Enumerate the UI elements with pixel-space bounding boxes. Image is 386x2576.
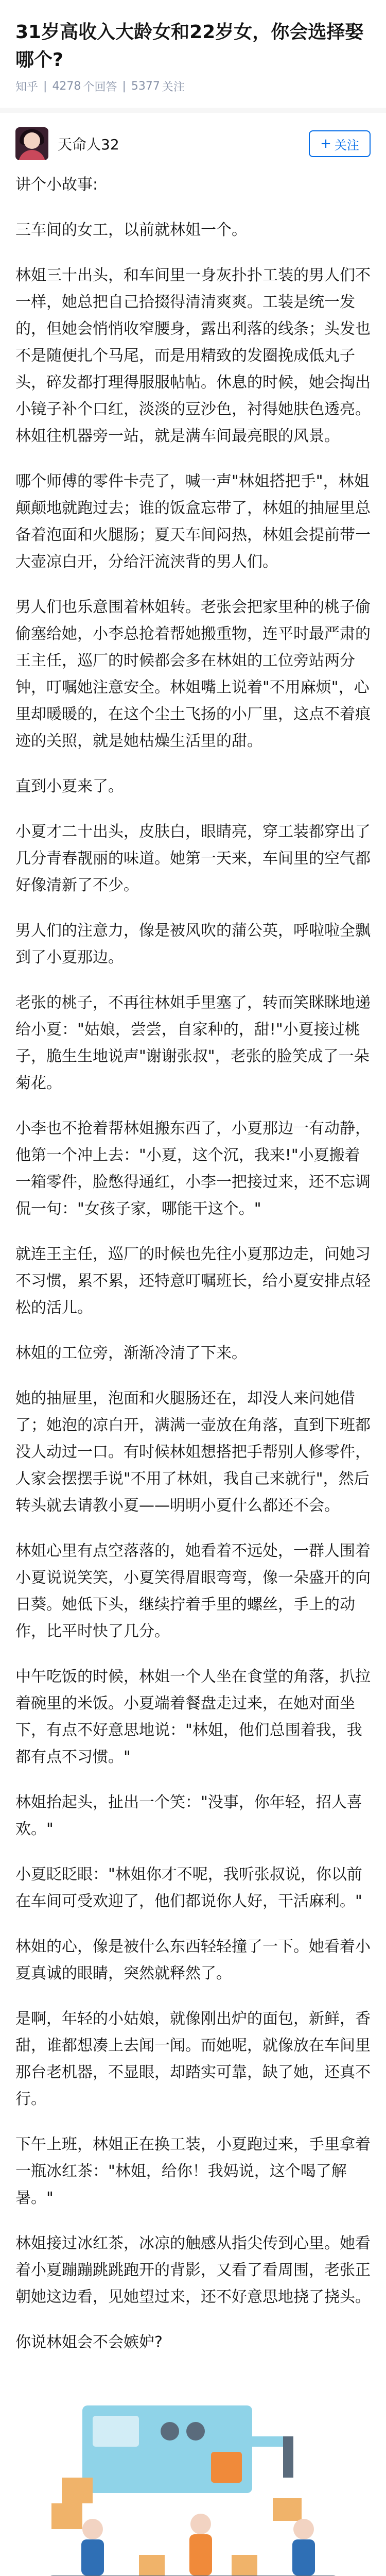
worker-body bbox=[81, 2539, 104, 2575]
machine-arm bbox=[252, 2436, 288, 2447]
factory-illustration[interactable] bbox=[15, 2375, 371, 2576]
worker-body bbox=[189, 2534, 212, 2575]
question-meta bbox=[0, 78, 386, 108]
avatar[interactable] bbox=[15, 127, 48, 160]
paragraph: 老张的桃子，不再往林姐手里塞了，转而笑眯眯地递给小夏："姑娘，尝尝，自家种的，甜!"小夏接过桃子，脆生生地说声"谢谢张叔"，老张的脸笑成了一朵菊花。 bbox=[15, 994, 371, 1092]
machine-gauge bbox=[161, 2422, 179, 2441]
plus-icon: + bbox=[320, 136, 331, 151]
avatar-body bbox=[19, 150, 45, 160]
question-title[interactable]: 31岁高收入大龄女和22岁女，你会选择娶哪个? bbox=[15, 22, 364, 71]
paragraph: 林姐的工位旁，渐渐冷清了下来。 bbox=[15, 1344, 247, 1362]
answer-count-label: 个回答 bbox=[83, 81, 117, 94]
worker-head bbox=[190, 2514, 211, 2534]
paragraph: 讲个小故事: bbox=[15, 176, 98, 194]
machine-gauge bbox=[186, 2422, 205, 2441]
source-label[interactable]: 知乎 bbox=[15, 81, 39, 94]
cardboard-box bbox=[232, 2555, 257, 2575]
answer-count: 4278 bbox=[52, 80, 81, 93]
follow-count-label: 关注 bbox=[162, 81, 185, 94]
worker-head bbox=[82, 2519, 103, 2539]
meta-separator: | bbox=[122, 80, 126, 93]
paragraph: 男人们的注意力，像是被风吹的蒲公英，呼啦啦全飘到了小夏那边。 bbox=[15, 922, 371, 967]
paragraph: 三车间的女工，以前就林姐一个。 bbox=[15, 221, 247, 239]
paragraph: 哪个师傅的零件卡壳了，喊一声"林姐搭把手"，林姐颠颠地就跑过去；谁的饭盒忘带了，林姐的抽屉里总备着泡面和火腿肠；夏天车间闷热，林姐会提前带一大壶凉白开，分给汗流浃背的男人们。 bbox=[15, 472, 371, 571]
cardboard-box bbox=[139, 2555, 165, 2575]
paragraph: 林姐接过冰红茶，冰凉的触感从指尖传到心里。她看着小夏蹦蹦跳跳跑开的背影，又看了看周围，老张正朝她这边看，见她望过来，还不好意思地挠了挠头。 bbox=[15, 2234, 371, 2306]
paragraph: 下午上班，林姐正在换工装，小夏跑过来，手里拿着一瓶冰红茶："林姐，给你！我妈说，这个喝了解暑。" bbox=[15, 2136, 371, 2207]
author-bar bbox=[0, 113, 386, 172]
author-name[interactable]: 天命人32 bbox=[58, 136, 119, 153]
avatar-face bbox=[24, 132, 40, 149]
paragraph: 男人们也乐意围着林姐转。老张会把家里种的桃子偷偷塞给她，小李总抢着帮她搬重物，连平时最严肃的王主任，巡厂的时候都会多在林姐的工位旁站两分钟，叮嘱她注意安全。林姐嘴上说着"不用麻烦"，心里却暖暖的，在这个尘土飞扬的小厂里，这点不着痕迹的关照，就是她枯燥生活里的甜。 bbox=[15, 598, 371, 750]
paragraph: 中午吃饭的时候，林姐一个人坐在食堂的角落，扒拉着碗里的米饭。小夏端着餐盘走过来，在她对面坐下，有点不好意思地说："林姐，他们总围着我，我都有点不习惯。" bbox=[15, 1668, 371, 1766]
machine-arm bbox=[283, 2436, 293, 2478]
meta-separator: | bbox=[43, 80, 47, 93]
answer-content bbox=[0, 172, 386, 2356]
paragraph: 是啊，年轻的小姑娘，就像刚出炉的面包，新鲜，香甜，谁都想凑上去闻一闻。而她呢，就像放在车间里那台老机器，不显眼，却踏实可靠，缺了她，还真不行。 bbox=[15, 2010, 371, 2108]
follow-button[interactable] bbox=[309, 130, 371, 157]
worker-head bbox=[293, 2519, 314, 2539]
paragraph: 你说林姐会不会嫉妒? bbox=[15, 2333, 163, 2351]
follow-button-label: 关注 bbox=[334, 138, 359, 152]
follow-count: 5377 bbox=[131, 80, 160, 93]
paragraph: 林姐抬起头，扯出一个笑："没事，你年轻，招人喜欢。" bbox=[15, 1793, 362, 1838]
paragraph: 林姐心里有点空落落的，她看着不远处，一群人围着小夏说说笑笑，小夏笑得眉眼弯弯，像一朵盛开的向日葵。她低下头，继续拧着手里的螺丝，手上的动作，比平时快了几分。 bbox=[15, 1542, 371, 1640]
machine-panel bbox=[93, 2416, 139, 2447]
paragraph: 小夏眨眨眼："林姐你才不呢，我听张叔说，你以前在车间可受欢迎了，他们都说你人好，干活麻利。" bbox=[15, 1866, 362, 1910]
paragraph: 小李也不抢着帮林姐搬东西了，小夏那边一有动静，他第一个冲上去："小夏，这个沉，我来!"小夏搬着一箱零件，脸憋得通红，小李一把接过来，还不忘调侃一句："女孩子家，哪能干这个。" bbox=[15, 1120, 371, 1218]
factory-illustration-svg bbox=[15, 2375, 371, 2576]
paragraph: 林姐三十出头，和车间里一身灰扑扑工装的男人们不一样，她总把自己拾掇得清清爽爽。工装是统一发的，但她会悄悄收窄腰身，露出利落的线条；头发也不是随便扎个马尾，而是用精致的发圈挽成低丸子头，碎发都打理得服服帖帖。休息的时候，她会掏出小镜子补个口红，淡淡的豆沙色，衬得她肤色透亮。林姐往机器旁一站，就是满车间最亮眼的风景。 bbox=[15, 266, 371, 445]
paragraph: 林姐的心，像是被什么东西轻轻撞了一下。她看着小夏真诚的眼睛，突然就释然了。 bbox=[15, 1938, 371, 1982]
section-divider bbox=[0, 108, 386, 113]
cardboard-box bbox=[51, 2503, 82, 2529]
worker-body bbox=[292, 2539, 315, 2575]
paragraph: 她的抽屉里，泡面和火腿肠还在，却没人来问她借了；她泡的凉白开，满满一壶放在角落，直到下班都没人动过一口。有时候林姐想搭把手帮别人修零件，人家会摆摆手说"不用了林姐，我自己来就行"，然后转头就去请教小夏——明明小夏什么都还不会。 bbox=[15, 1389, 371, 1515]
paragraph: 就连王主任，巡厂的时候也先往小夏那边走，问她习不习惯，累不累，还特意叮嘱班长，给小夏安排点轻松的活儿。 bbox=[15, 1245, 371, 1317]
paragraph: 小夏才二十出头，皮肤白，眼睛亮，穿工装都穿出了几分青春靓丽的味道。她第一天来，车间里的空气都好像清新了不少。 bbox=[15, 823, 371, 894]
machine-hopper bbox=[211, 2452, 242, 2483]
paragraph: 直到小夏来了。 bbox=[15, 777, 124, 795]
cardboard-box bbox=[62, 2478, 93, 2503]
cardboard-box bbox=[273, 2498, 302, 2521]
